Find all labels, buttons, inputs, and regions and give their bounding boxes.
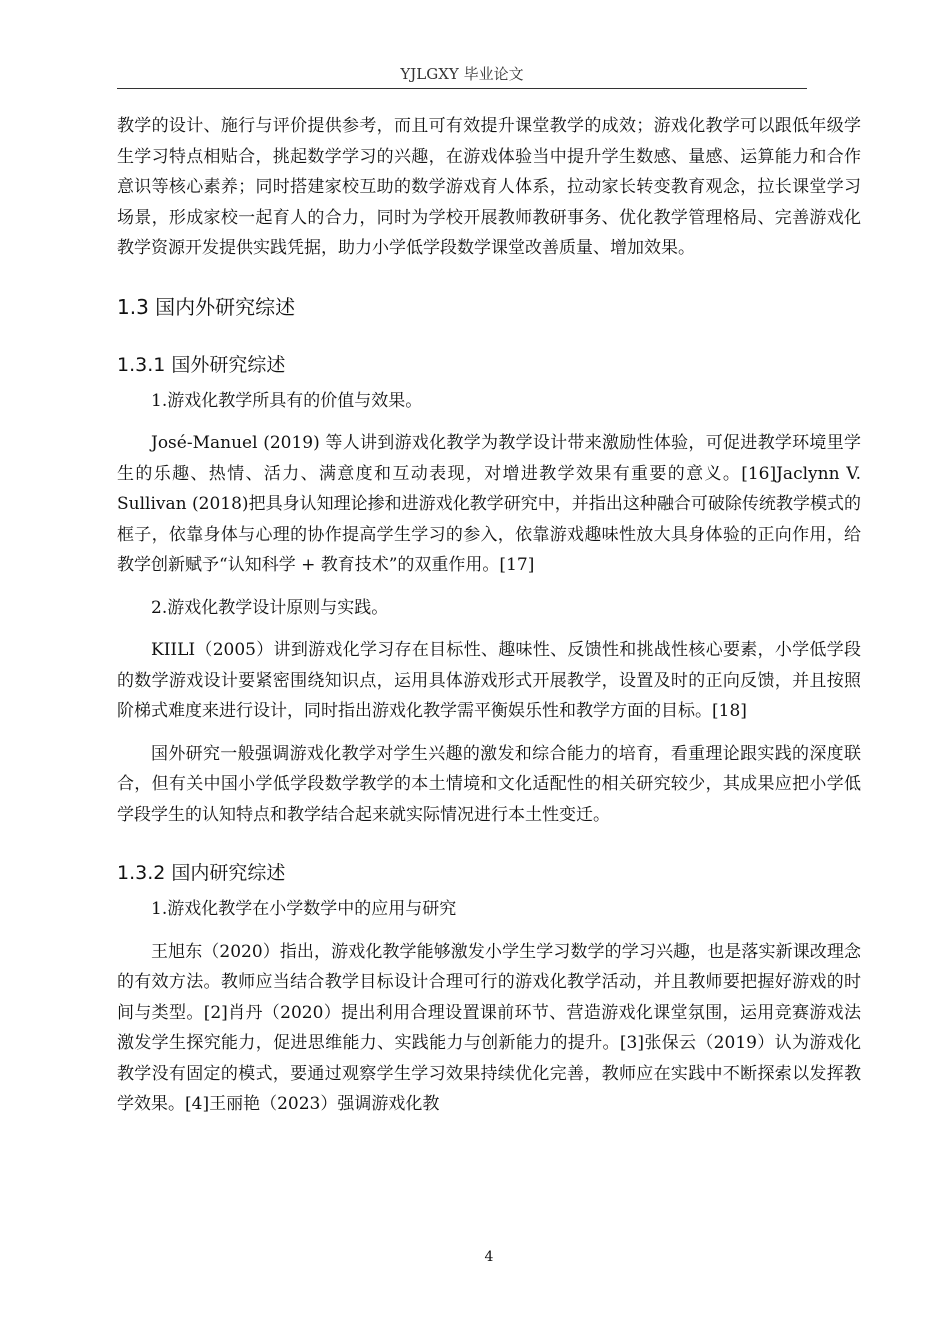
header-rule	[117, 88, 807, 89]
foreign-item1-paragraph: José-Manuel (2019) 等人讲到游戏化教学为教学设计带来激励性体验，可促进教学环境里学生的乐趣、热情、活力、满意度和互动表现，对增进教学效果有重要的意义。[16]Jaclynn V. Sullivan (2018)把具身认知理论掺和进游戏化教学研究中，并指出这种融合可破除传统教学模式的框子，依靠身体与心理的协作提高学生学习的参入，依靠游戏趣味性放大具身体验的正向作用，给教学创新赋予“认知科学 + 教育技术”的双重作用。[17]	[117, 433, 861, 575]
page-number: 4	[484, 1249, 494, 1265]
running-header: YJLGXY 毕业论文	[400, 65, 524, 83]
foreign-summary-paragraph: 国外研究一般强调游戏化教学对学生兴趣的激发和综合能力的培育，看重理论跟实践的深度联合，但有关中国小学低学段数学教学的本土情境和文化适配性的相关研究较少，其成果应把小学低学段学生的认知特点和教学结合起来就实际情况进行本土性变迁。	[117, 743, 861, 825]
foreign-item1-title: 1.游戏化教学所具有的价值与效果。	[151, 390, 423, 411]
section-heading-1-3: 1.3 国内外研究综述	[117, 294, 296, 319]
intro-continuation-paragraph: 教学的设计、施行与评价提供参考，而且可有效提升课堂教学的成效；游戏化教学可以跟低年级学生学习特点相贴合，挑起数学学习的兴趣，在游戏体验当中提升学生数感、量感、运算能力和合作意识等核心素养；同时搭建家校互助的数学游戏育人体系，拉动家长转变教育观念，拉长课堂学习场景，形成家校一起育人的合力，同时为学校开展教师教研事务、优化教学管理格局、完善游戏化教学资源开发提供实践凭据，助力小学低学段数学课堂改善质量、增加效果。	[117, 116, 861, 258]
domestic-item1-title: 1.游戏化教学在小学数学中的应用与研究	[151, 899, 457, 919]
section-heading-1-3-2: 1.3.2 国内研究综述	[117, 862, 286, 884]
foreign-item2-paragraph: KIILI（2005）讲到游戏化学习存在目标性、趣味性、反馈性和挑战性核心要素，小学低学段的数学游戏设计要紧密围绕知识点，运用具体游戏形式开展教学，设置及时的正向反馈，并且按照阶梯式难度来进行设计，同时指出游戏化教学需平衡娱乐性和教学方面的目标。[18]	[117, 640, 861, 721]
foreign-item2-title: 2.游戏化教学设计原则与实践。	[151, 597, 389, 618]
page-content	[117, 111, 861, 1120]
section-heading-1-3-1: 1.3.1 国外研究综述	[117, 353, 286, 376]
domestic-item1-paragraph: 王旭东（2020）指出，游戏化教学能够激发小学生学习数学的学习兴趣，也是落实新课改理念的有效方法。教师应当结合教学目标设计合理可行的游戏化教学活动，并且教师要把握好游戏的时间与类型。[2]肖丹（2020）提出利用合理设置课前环节、营造游戏化课堂氛围，运用竞赛游戏法激发学生探究能力，促进思维能力、实践能力与创新能力的提升。[3]张保云（2019）认为游戏化教学没有固定的模式，要通过观察学生学习效果持续优化完善，教师应在实践中不断探索以发挥教学效果。[4]王丽艳（2023）强调游戏化教	[117, 941, 861, 1114]
